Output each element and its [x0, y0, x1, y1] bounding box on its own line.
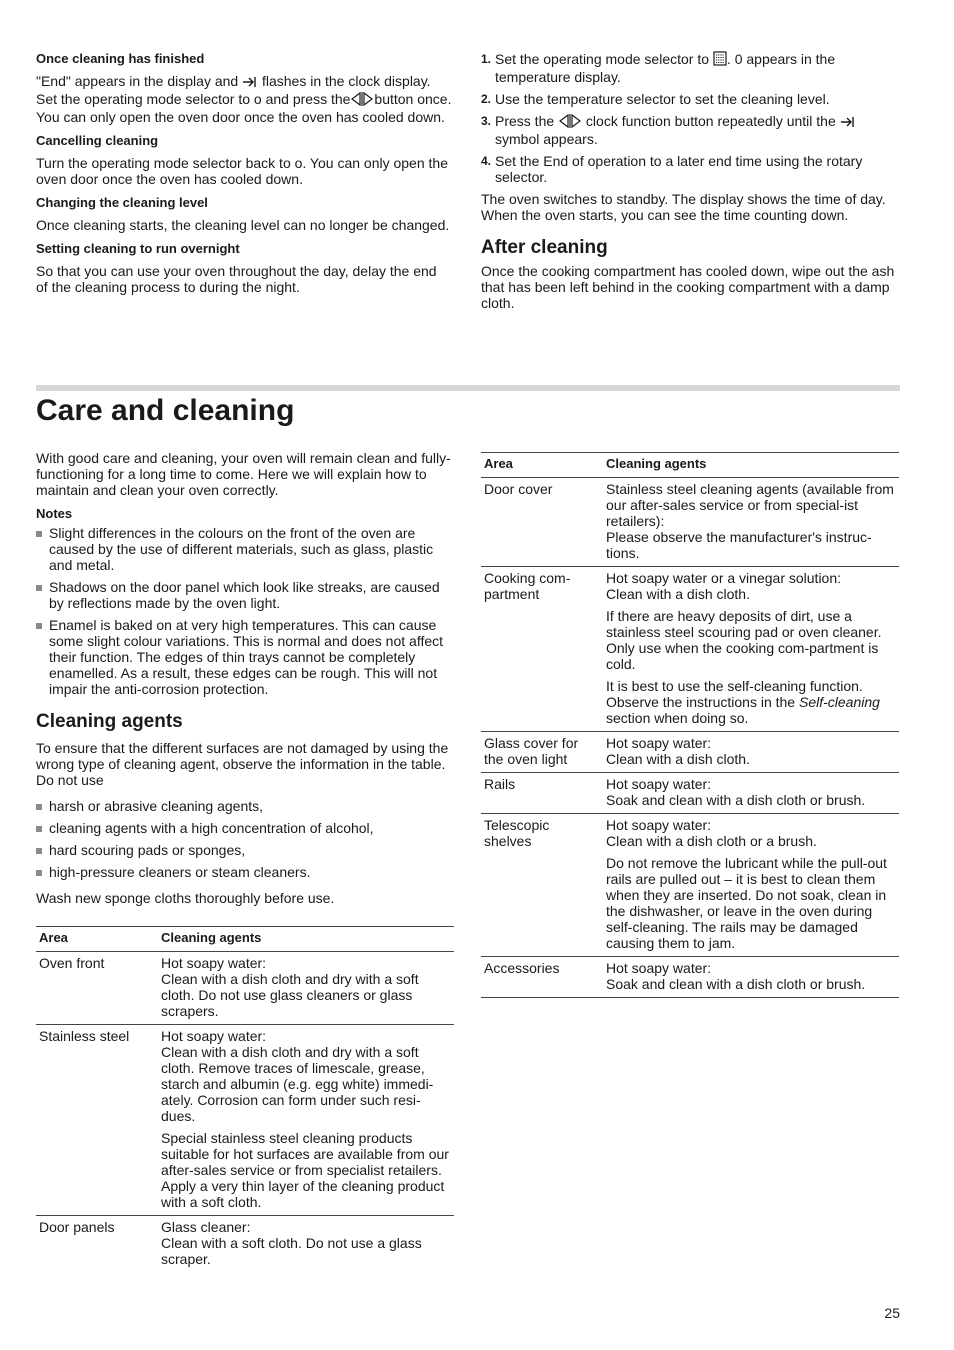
changing-level-text: Once cleaning starts, the cleaning level can no longer be changed.	[36, 217, 450, 233]
step-1: 1. Set the operating mode selector to . 0 appears in the temperature display.	[481, 51, 836, 85]
end-arrow-icon	[840, 115, 856, 131]
note-item: Enamel is baked on at very high temperatures. This can cause some slight colour variations. This is normal and does not affect their function. The edges of thin trays cannot be completely enamelled. As a result, these edges can be rough. This will not impair the anti-corrosion protection.	[36, 617, 454, 697]
column-header-area: Area	[36, 927, 158, 952]
note-item: Slight differences in the colours on the front of the oven are caused by the use of different materials, such as glass, plastic and metal.	[36, 525, 454, 573]
table-row	[481, 732, 899, 773]
heading-notes: Notes	[36, 506, 73, 521]
area-cell: Door cover	[481, 478, 603, 567]
heading-once-cleaning-finished: Once cleaning has finished	[36, 51, 205, 66]
agents-cell: Hot soapy water: Soak and clean with a dish cloth or brush.	[603, 773, 899, 814]
overnight-text: So that you can use your oven throughout the day, delay the end of the cleaning process to during the night.	[36, 263, 437, 295]
heading-overnight: Setting cleaning to run overnight	[36, 241, 240, 256]
heading-cancelling-cleaning: Cancelling cleaning	[36, 133, 159, 148]
cancelling-text: Turn the operating mode selector back to o. You can only open the oven door once the oven has cooled down.	[36, 155, 448, 187]
cleaning-steps	[481, 51, 899, 185]
end-arrow-icon	[242, 75, 258, 91]
cleaning-table-right	[481, 452, 899, 998]
clock-function-icon	[350, 92, 374, 109]
column-header-agents: Cleaning agents	[603, 453, 899, 478]
agents-intro: To ensure that the different surfaces are not damaged by using the wrong type of cleaning agent, observe the information in the table. Do not use	[36, 740, 449, 788]
area-cell: Door panels	[39, 1219, 115, 1235]
area-cell: Stainless steel	[36, 1025, 158, 1216]
area-cell: Rails	[481, 773, 603, 814]
area-cell: Oven front	[36, 952, 158, 1025]
heading-changing-level: Changing the cleaning level	[36, 195, 208, 210]
after-cleaning-text: Once the cooking compartment has cooled down, wipe out the ash that has been left behind in the cooking compartment with a damp cloth.	[481, 263, 895, 311]
agents-cell: Hot soapy water: Soak and clean with a dish cloth or brush.	[603, 957, 899, 998]
do-not-use-item: high-pressure cleaners or steam cleaners.	[36, 864, 454, 880]
bottom-left-column	[36, 450, 454, 906]
table-header-row	[36, 927, 454, 952]
area-cell: Telescopic shelves	[481, 814, 603, 957]
section-divider	[36, 385, 900, 391]
once-finished-text: "End" appears in the display and flashes in the clock display. Set the operating mode selector to o and press the button once. You can only open the oven door once the oven has cooled down.	[36, 73, 452, 125]
agents-cell: Glass cleaner: Clean with a soft cloth. Do not use a glass scraper.	[161, 1219, 422, 1267]
agents-cell: Hot soapy water: Clean with a dish cloth and dry with a soft cloth. Remove traces of limescale, grease, starch and albumin (e.g. egg white) immedi-ately. Corrosion can form under such resi-dues. Special stainless steel cleaning products suitable for hot surfaces are available from our after-sales service or from specialist retailers. Apply a very thin layer of the cleaning product with a soft cloth.	[158, 1025, 454, 1216]
table-row	[481, 773, 899, 814]
step-3: 3. Press the clock function button repeatedly until the symbol appears.	[481, 113, 899, 147]
notes-list	[36, 525, 454, 697]
agents-cell: Hot soapy water: Clean with a dish cloth and dry with a soft cloth. Do not use glass cleaners or glass scrapers.	[158, 952, 454, 1025]
clock-function-icon	[558, 114, 582, 131]
table-row	[36, 1025, 454, 1216]
cleaning-table-left	[36, 926, 454, 1272]
intro-text: With good care and cleaning, your oven will remain clean and fully-functioning for a long time to come. Here we will explain how to maintain and clean your oven correctly.	[36, 450, 451, 498]
page-title: Care and cleaning	[36, 394, 295, 427]
standby-text: The oven switches to standby. The display shows the time of day. When the oven starts, you can see the time counting down.	[481, 191, 886, 223]
step-4: 4. Set the End of operation to a later end time using the rotary selector.	[481, 153, 863, 185]
agents-cell: Hot soapy water: Clean with a dish cloth.	[603, 732, 899, 773]
area-cell: Cooking com-partment	[481, 567, 603, 732]
agents-cell: Stainless steel cleaning agents (available from our after-sales service or from special-ist retailers): Please observe the manufacturer's instruc-tions.	[603, 478, 899, 567]
page-number: 25	[884, 1305, 900, 1321]
do-not-use-item: cleaning agents with a high concentration of alcohol,	[36, 820, 454, 836]
cleaning-mode-icon	[713, 51, 727, 69]
table-row	[481, 478, 899, 567]
do-not-use-list	[36, 798, 454, 880]
table-row	[36, 952, 454, 1025]
column-header-area: Area	[481, 453, 603, 478]
table-row	[481, 814, 899, 957]
table-row	[481, 957, 899, 998]
top-left-column	[36, 51, 452, 295]
heading-cleaning-agents: Cleaning agents	[36, 711, 183, 732]
do-not-use-item: harsh or abrasive cleaning agents,	[36, 798, 454, 814]
agents-cell: Hot soapy water: Clean with a dish cloth or a brush. Do not remove the lubricant while the pull-out rails are pulled out – it is best to clean them when they are inserted. Do not soak, clean in the dishwasher, or leave in the oven during self-cleaning. The rails may be damaged causing them to jam.	[603, 814, 899, 957]
note-item: Shadows on the door panel which look like streaks, are caused by reflections made by the oven light.	[36, 579, 454, 611]
table-row	[36, 1216, 454, 1273]
table-row	[481, 567, 899, 732]
table-header-row	[481, 453, 899, 478]
heading-after-cleaning: After cleaning	[481, 237, 608, 258]
step-2: 2. Use the temperature selector to set the cleaning level.	[481, 91, 830, 107]
column-header-agents: Cleaning agents	[158, 927, 454, 952]
agents-cell: Hot soapy water or a vinegar solution: Clean with a dish cloth. If there are heavy deposits of dirt, use a stainless steel scouring pad or oven cleaner. Only use when the cooking com-partment is cold. It is best to use the self-cleaning function. Observe the instructions in the Self-cleaning section when doing so.	[603, 567, 899, 732]
do-not-use-item: hard scouring pads or sponges,	[36, 842, 454, 858]
area-cell: Accessories	[481, 957, 603, 998]
wash-text: Wash new sponge cloths thoroughly before use.	[36, 890, 335, 906]
top-right-column	[481, 51, 899, 311]
area-cell: Glass cover for the oven light	[481, 732, 603, 773]
